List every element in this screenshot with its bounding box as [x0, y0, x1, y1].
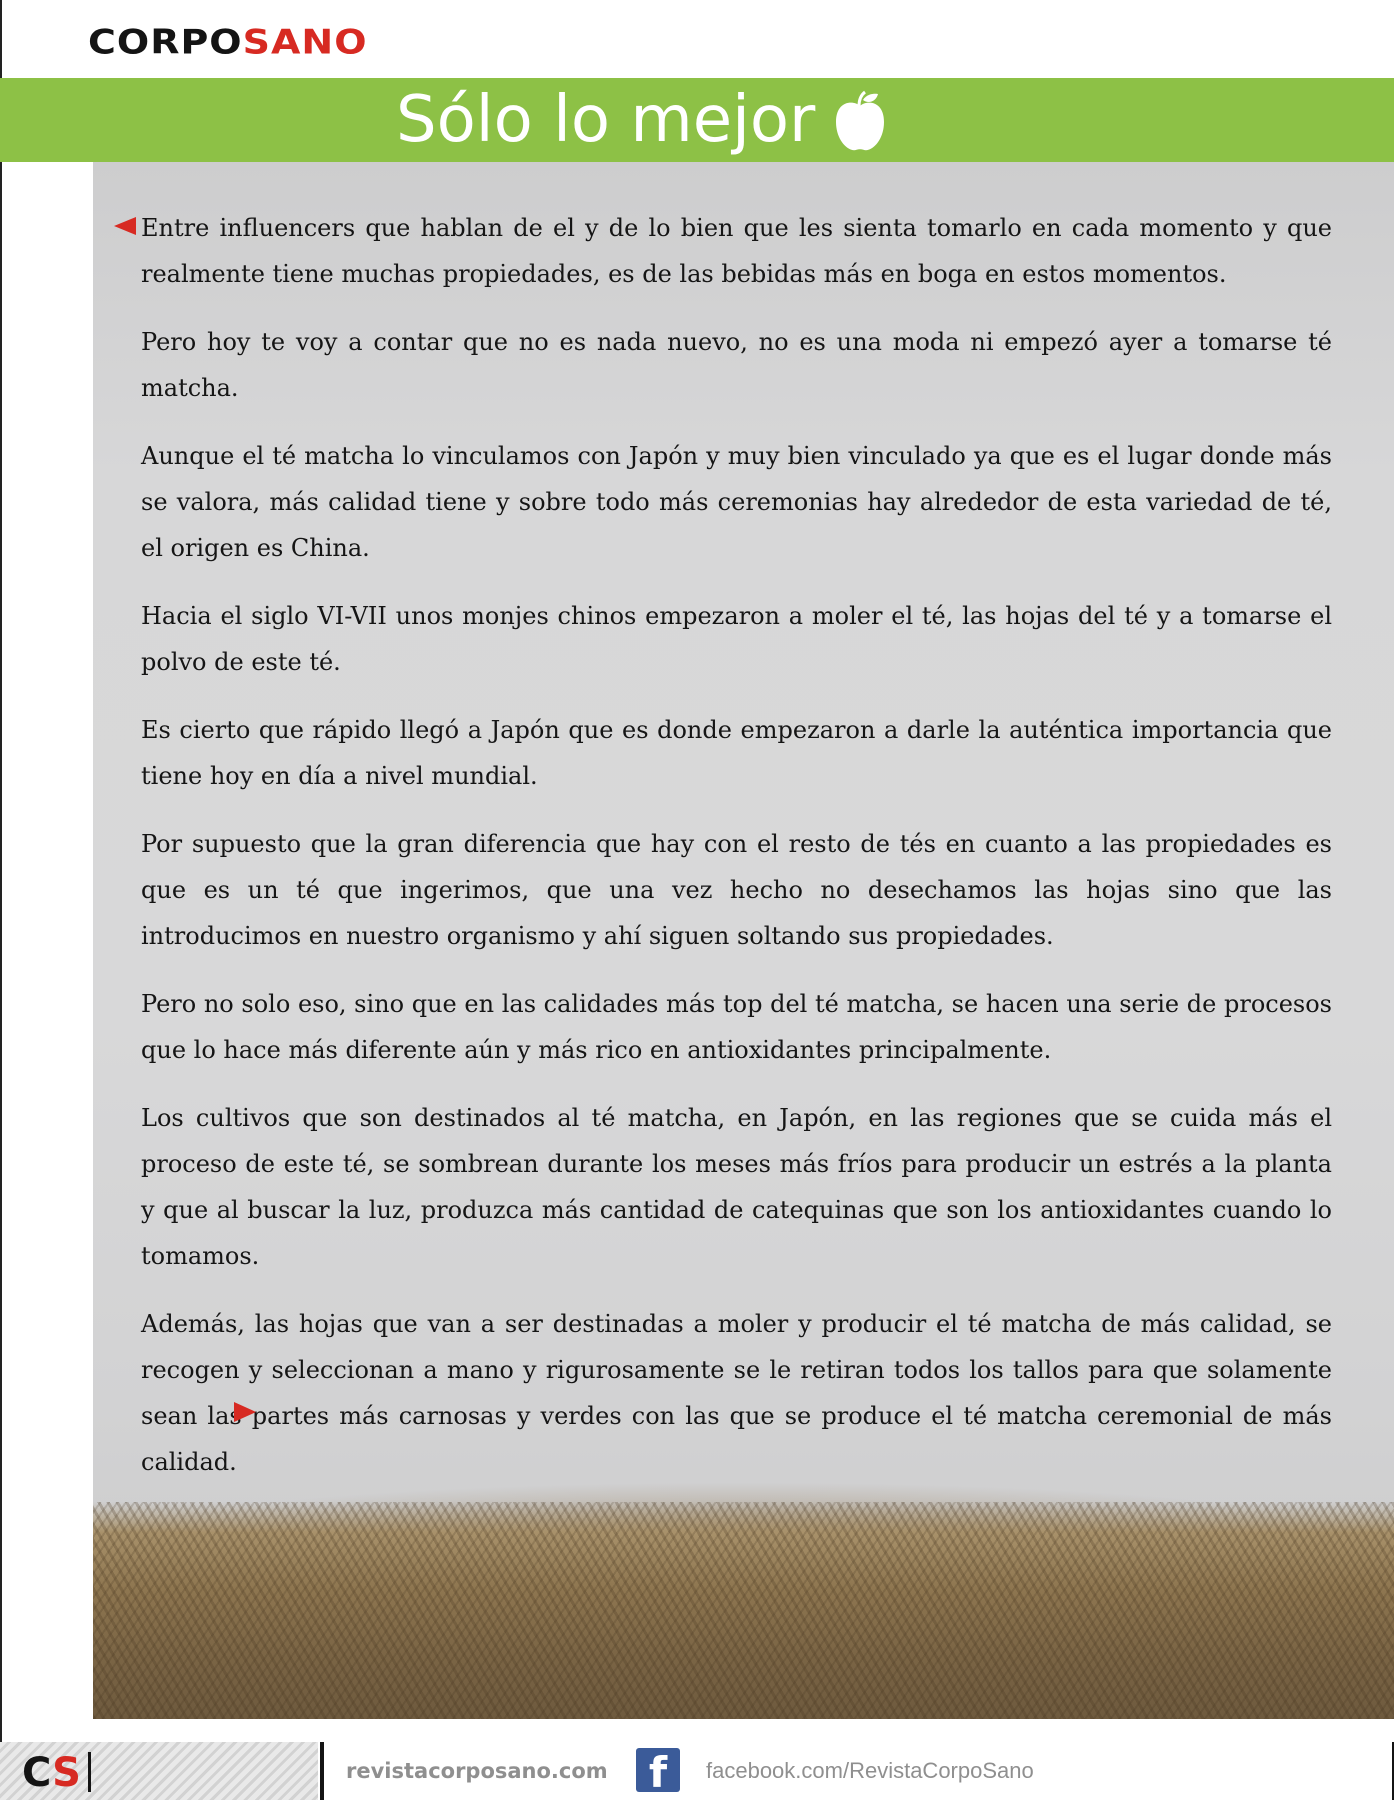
article-paragraph: Pero no solo eso, sino que en las calidades más top del té matcha, se hacen una serie de procesos que lo hace más diferente aún y más rico en antioxidantes principalmente. — [141, 990, 1332, 1064]
brand-logo — [88, 22, 368, 62]
article-paragraph: Los cultivos que son destinados al té matcha, en Japón, en las regiones que se cuida más el proceso de este té, se sombrean durante los meses más fríos para producir un estrés a la planta y que al buscar la luz, produzca más cantidad de catequinas que son los antioxidantes cuando lo tomamos. — [141, 1104, 1332, 1270]
section-title: Sólo lo mejor — [396, 83, 816, 157]
article-paragraph: Por supuesto que la gran diferencia que hay con el resto de tés en cuanto a las propiedades es que es un té que ingerimos, que una vez hecho no desechamos las hojas sino que las introducimos en nuestro organismo y ahí siguen soltando sus propiedades. — [141, 830, 1332, 950]
article-paragraph: Aunque el té matcha lo vinculamos con Japón y muy bien vinculado ya que es el lugar donde más se valora, más calidad tiene y sobre todo más ceremonias hay alrededor de esta variedad de té, el origen es China. — [141, 442, 1332, 562]
article-body — [141, 205, 1332, 1507]
page-edge-line — [0, 0, 2, 1800]
facebook-link[interactable]: facebook.com/RevistaCorpoSano — [706, 1758, 1034, 1783]
footer-logo-s: S — [52, 1750, 81, 1796]
footer-divider — [320, 1742, 324, 1800]
footer-logo-c: C — [22, 1750, 53, 1796]
article-paragraph: Además, las hojas que van a ser destinadas a moler y producir el té matcha de más calidad, se recogen y seleccionan a mano y rigurosamente se le retiran todos los tallos para que solamente sean las partes más carnosas y verdes con las que se produce el té matcha ceremonial de más calidad. — [141, 1310, 1332, 1476]
burlap-texture — [93, 1502, 1394, 1719]
triangle-left-icon — [114, 217, 136, 235]
footer-logo — [22, 1750, 81, 1796]
apple-icon — [832, 90, 888, 154]
article-paragraph: Es cierto que rápido llegó a Japón que es donde empezaron a darle la auténtica importancia que tiene hoy en día a nivel mundial. — [141, 716, 1332, 790]
brand-logo-corpo: CORPO — [88, 22, 243, 62]
triangle-right-icon — [234, 1402, 256, 1422]
article-paragraph: Pero hoy te voy a contar que no es nada nuevo, no es una moda ni empezó ayer a tomarse té matcha. — [141, 328, 1332, 402]
website-link[interactable]: revistacorposano.com — [346, 1759, 608, 1783]
footer-logo-bar — [88, 1752, 91, 1792]
article-paragraph: Hacia el siglo VI-VII unos monjes chinos empezaron a moler el té, las hojas del té y a tomarse el polvo de este té. — [141, 602, 1332, 676]
facebook-icon[interactable]: f — [636, 1748, 680, 1792]
brand-logo-sano: SANO — [242, 22, 368, 62]
article-paragraph: Entre influencers que hablan de el y de lo bien que les sienta tomarlo en cada momento y que realmente tiene muchas propiedades, es de las bebidas más en boga en estos momentos. — [141, 214, 1332, 288]
